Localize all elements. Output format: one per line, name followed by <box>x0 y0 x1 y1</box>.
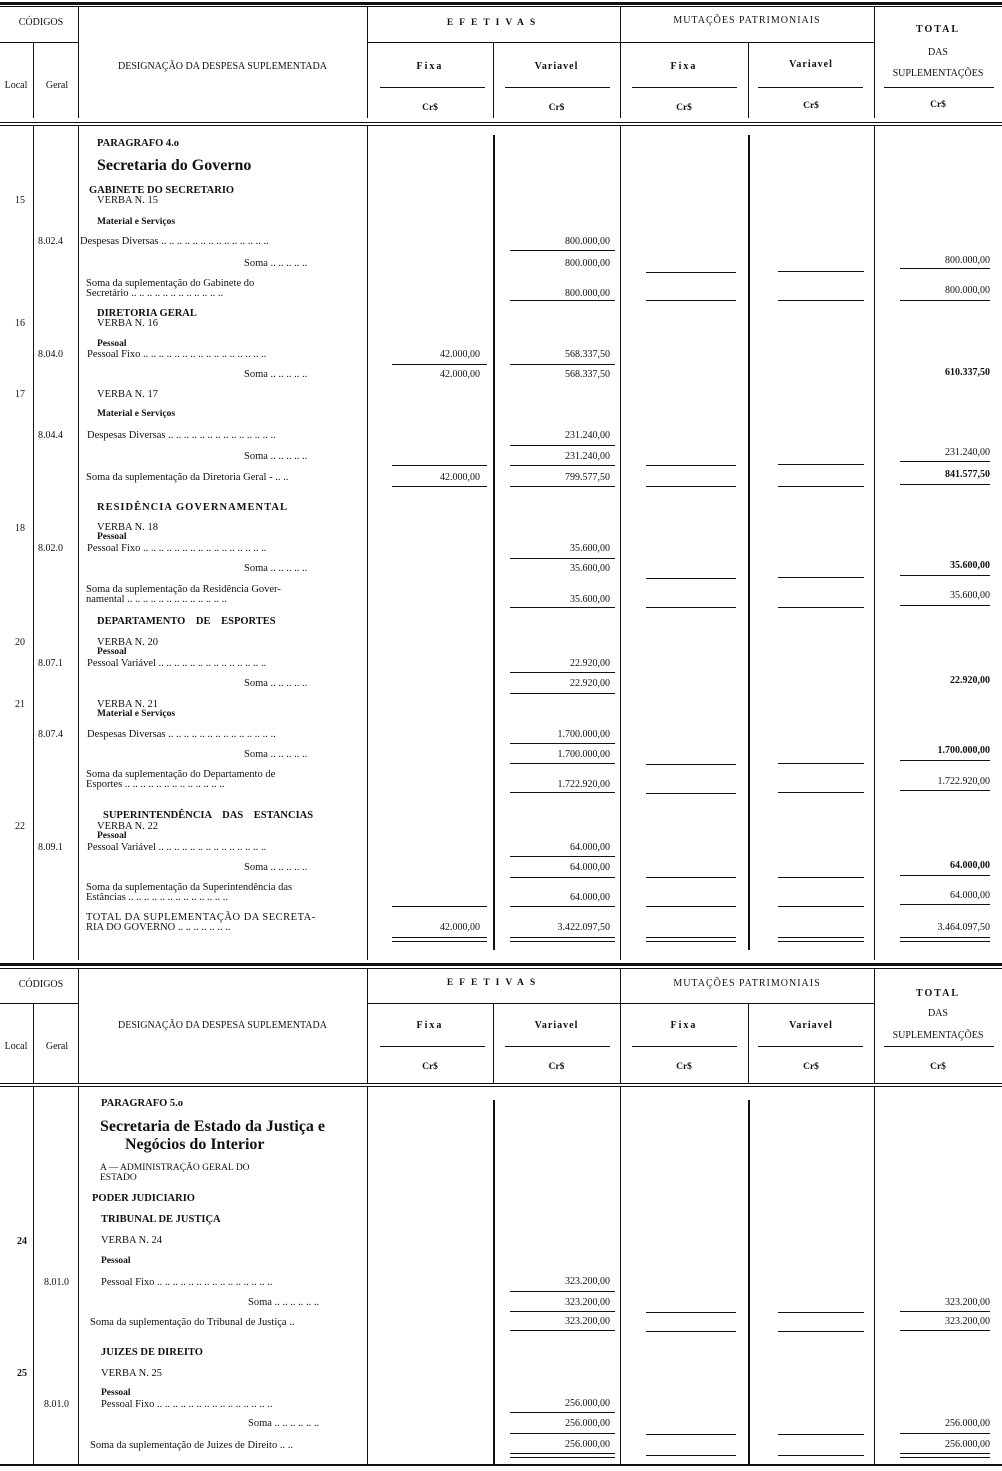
somasup-superint-2-label: Estâncias <box>86 892 126 903</box>
geral-8044: 8.04.4 <box>38 430 63 441</box>
var-35-3: 35.600,00 <box>570 594 610 605</box>
verba-18: VERBA N. 18 <box>97 522 158 533</box>
tot-256-1: 256.000,00 <box>945 1418 990 1429</box>
somasup-departamento-2: Esportes .. .. .. .. .. .. .. .. .. .. .. .. .. <box>86 779 225 790</box>
var-1722: 1.722.920,00 <box>557 779 610 790</box>
despesas-diversas-1-label: Despesas Diversas <box>80 236 159 247</box>
paragrafo-4: PARAGRAFO 4.o <box>97 138 180 149</box>
pessoal-5: Pessoal <box>101 1256 131 1266</box>
pessoal-1: Pessoal <box>97 339 127 349</box>
local-20: 20 <box>15 637 25 648</box>
geral-8074: 8.07.4 <box>38 729 63 740</box>
despesas-diversas-3: Despesas Diversas .. .. .. .. .. .. .. .. .. .. .. .. .. .. <box>87 729 276 740</box>
var-64-3: 64.000,00 <box>570 892 610 903</box>
var-22-1: 22.920,00 <box>570 658 610 669</box>
verba-16: VERBA N. 16 <box>97 318 158 329</box>
var-568-2: 568.337,50 <box>565 369 610 380</box>
crs-fixa-3: Cr$ <box>422 1062 438 1072</box>
superintendencia: SUPERINTENDÊNCIA DAS ESTANCIAS <box>103 810 314 821</box>
geral-8020: 8.02.0 <box>38 543 63 554</box>
verba-24: VERBA N. 24 <box>101 1235 162 1246</box>
var-1700-2: 1.700.000,00 <box>557 749 610 760</box>
pessoal-variavel-2: Pessoal Variável .. .. .. .. .. .. .. .. .. .. .. .. .. .. <box>87 842 267 853</box>
designacao-header: DESIGNAÇÃO DA DESPESA SUPLEMENTADA <box>118 61 327 72</box>
despesas-diversas-2: Despesas Diversas .. .. .. .. .. .. .. .. .. .. .. .. .. .. <box>87 430 276 441</box>
geral-8040: 8.04.0 <box>38 349 63 360</box>
designacao-header-2: DESIGNAÇÃO DA DESPESA SUPLEMENTADA <box>118 1020 327 1031</box>
var-323-2: 323.200,00 <box>565 1297 610 1308</box>
total-header: TOTAL <box>915 24 961 35</box>
verba-21: VERBA N. 21 <box>97 699 158 710</box>
var-800-2: 800.000,00 <box>565 258 610 269</box>
soma-9-label: Soma <box>248 1418 272 1429</box>
soma-6: Soma .. .. .. .. .. <box>244 749 308 760</box>
tot-256-2: 256.000,00 <box>945 1439 990 1450</box>
soma-5-label: Soma <box>244 678 268 689</box>
tot-64-2: 64.000,00 <box>950 890 990 901</box>
soma-2-label: Soma <box>244 369 268 380</box>
material-servicos-2: Material e Serviços <box>97 409 176 419</box>
pessoal-6: Pessoal <box>101 1388 131 1398</box>
soma-8: Soma .. .. .. .. .. .. <box>248 1297 320 1308</box>
pessoal-4: Pessoal <box>97 831 127 841</box>
somasup-departamento-2-label: Esportes <box>86 779 123 790</box>
var-35-1: 35.600,00 <box>570 543 610 554</box>
verba-17: VERBA N. 17 <box>97 389 158 400</box>
verba-20: VERBA N. 20 <box>97 637 158 648</box>
crs-variavel-3: Cr$ <box>548 1062 565 1072</box>
despesas-diversas-2-label: Despesas Diversas <box>87 430 166 441</box>
crs-total-2: Cr$ <box>930 1062 946 1072</box>
var-800-1: 800.000,00 <box>565 236 610 247</box>
fixa-header-4: Fixa <box>670 1020 698 1031</box>
soma-8-label: Soma <box>248 1297 272 1308</box>
fixa-42-3: 42.000,00 <box>440 472 480 483</box>
fixa-42-total <box>370 922 480 933</box>
geral-header: Geral <box>45 80 69 91</box>
somasup-juizes: Soma da suplementação de Juizes de Direito .. .. <box>90 1440 293 1451</box>
total-header-suplementacoes-2: SUPLEMENTAÇÕES <box>892 1030 984 1041</box>
soma-6-label: Soma <box>244 749 268 760</box>
var-1700-1: 1.700.000,00 <box>557 729 610 740</box>
secretaria-justica-2: Negócios do Interior <box>125 1136 265 1153</box>
crs-total: Cr$ <box>930 100 946 110</box>
pessoal-variavel-1-label: Pessoal Variável <box>87 658 156 669</box>
soma-7-label: Soma <box>244 862 268 873</box>
tot-231: 231.240,00 <box>945 447 990 458</box>
tot-35-2: 35.600,00 <box>950 590 990 601</box>
somasup-residencia-2-label: namental <box>86 594 125 605</box>
somasup-departamento-1: Soma da suplementação do Departamento de <box>86 769 276 780</box>
local-24: 24 <box>17 1236 27 1247</box>
var-231-1: 231.240,00 <box>565 430 610 441</box>
local-15: 15 <box>15 195 25 206</box>
total-header-suplementacoes: SUPLEMENTAÇÕES <box>892 68 984 79</box>
tot-64-1: 64.000,00 <box>950 860 990 871</box>
variavel-header: Variavel <box>534 61 579 72</box>
soma-2: Soma .. .. .. .. .. <box>244 369 308 380</box>
pessoal-fixo-2-label: Pessoal Fixo <box>87 543 141 554</box>
soma-3: Soma .. .. .. .. .. <box>244 451 308 462</box>
crs-variavel-4: Cr$ <box>803 1062 819 1072</box>
verba-22: VERBA N. 22 <box>97 821 158 832</box>
local-21: 21 <box>15 699 25 710</box>
geral-8091: 8.09.1 <box>38 842 63 853</box>
codigos-header: CÓDIGOS <box>18 17 64 28</box>
departamento-esportes: DEPARTAMENTO DE ESPORTES <box>97 616 276 627</box>
tot-1722: 1.722.920,00 <box>937 776 990 787</box>
var-231-2: 231.240,00 <box>565 451 610 462</box>
pessoal-fixo-4: Pessoal Fixo .. .. .. .. .. .. .. .. .. .. .. .. .. .. .. <box>101 1399 273 1410</box>
var-256-3: 256.000,00 <box>565 1439 610 1450</box>
local-16: 16 <box>15 318 25 329</box>
tot-3464: 3.464.097,50 <box>937 922 990 933</box>
tot-800-1: 800.000,00 <box>945 255 990 266</box>
secretaria-justica-1: Secretaria de Estado da Justiça e <box>100 1118 326 1135</box>
pessoal-3: Pessoal <box>97 647 127 657</box>
var-256-1: 256.000,00 <box>565 1398 610 1409</box>
tot-22: 22.920,00 <box>950 675 990 686</box>
local-header: Local <box>4 80 28 91</box>
crs-fixa-2: Cr$ <box>676 103 692 113</box>
tot-323-1: 323.200,00 <box>945 1297 990 1308</box>
mutacoes-header: MUTAÇÕES PATRIMONIAIS <box>673 15 821 26</box>
somasup-juizes-label: Soma da suplementação de Juizes de Direito <box>90 1440 278 1451</box>
crs-variavel-2: Cr$ <box>803 101 819 111</box>
geral-8010-1: 8.01.0 <box>44 1277 69 1288</box>
local-header-2: Local <box>4 1041 28 1052</box>
crs-variavel: Cr$ <box>548 103 565 113</box>
var-323-1: 323.200,00 <box>565 1276 610 1287</box>
var-800-3: 800.000,00 <box>565 288 610 299</box>
soma-7: Soma .. .. .. .. .. <box>244 862 308 873</box>
pessoal-fixo-3-label: Pessoal Fixo <box>101 1277 155 1288</box>
juizes-direito: JUIZES DE DIREITO <box>101 1347 203 1358</box>
secretaria-governo: Secretaria do Governo <box>97 157 252 174</box>
somasup-gabinete-2: Secretário .. .. .. .. .. .. .. .. .. .. .. .. <box>86 288 224 299</box>
geral-header-2: Geral <box>45 1041 69 1052</box>
local-25: 25 <box>17 1368 27 1379</box>
var-22-2: 22.920,00 <box>570 678 610 689</box>
var-64-1: 64.000,00 <box>570 842 610 853</box>
poder-judiciario: PODER JUDICIARIO <box>92 1193 195 1204</box>
soma-5: Soma .. .. .. .. .. <box>244 678 308 689</box>
material-servicos-1: Material e Serviços <box>97 217 176 227</box>
total-header-das: DAS <box>927 47 948 58</box>
pessoal-fixo-1: Pessoal Fixo .. .. .. .. .. .. .. .. .. .. .. .. .. .. .. .. <box>87 349 267 360</box>
soma-1: Soma .. .. .. .. .. <box>244 258 308 269</box>
somasup-tribunal: Soma da suplementação do Tribunal de Justiça .. <box>90 1317 295 1328</box>
pessoal-variavel-1: Pessoal Variável .. .. .. .. .. .. .. .. .. .. .. .. .. .. <box>87 658 267 669</box>
geral-8071: 8.07.1 <box>38 658 63 669</box>
tot-323-2: 323.200,00 <box>945 1316 990 1327</box>
verba-25: VERBA N. 25 <box>101 1368 162 1379</box>
somasup-superint-1: Soma da suplementação da Superintendência das <box>86 882 293 893</box>
total-header-2: TOTAL <box>915 988 961 999</box>
somasup-gabinete-2-label: Secretário <box>86 288 129 299</box>
despesas-diversas-1: Despesas Diversas .. .. .. .. .. .. .. .. .. .. .. .. .. .. <box>80 236 269 247</box>
geral-8024: 8.02.4 <box>38 236 63 247</box>
fixa-header: Fixa <box>416 61 444 72</box>
tot-1700: 1.700.000,00 <box>937 745 990 756</box>
diretoria-geral: DIRETORIA GERAL <box>97 308 197 319</box>
somasup-diretoria: Soma da suplementação da Diretoria Geral - .. .. <box>86 472 289 483</box>
local-22: 22 <box>15 821 25 832</box>
var-64-2: 64.000,00 <box>570 862 610 873</box>
somasup-diretoria-label: Soma da suplementação da Diretoria Geral <box>86 472 267 483</box>
local-18: 18 <box>15 523 25 534</box>
var-3422: 3.422.097,50 <box>557 922 610 933</box>
total-secretaria-2-label: RIA DO GOVERNO <box>86 922 176 933</box>
codigos-header-2: CÓDIGOS <box>18 979 64 990</box>
variavel-header-3: Variavel <box>534 1020 579 1031</box>
soma-4: Soma .. .. .. .. .. <box>244 563 308 574</box>
somasup-superint-2: Estâncias .. .. .. .. .. .. .. .. .. .. .. .. .. <box>86 892 229 903</box>
crs-fixa: Cr$ <box>422 103 438 113</box>
var-323-3: 323.200,00 <box>565 1316 610 1327</box>
tot-35-1: 35.600,00 <box>950 560 990 571</box>
local-17: 17 <box>15 389 25 400</box>
pessoal-fixo-1-label: Pessoal Fixo <box>87 349 141 360</box>
paragrafo-5: PARAGRAFO 5.o <box>101 1098 184 1109</box>
fixa-header-2: Fixa <box>670 61 698 72</box>
fixa-header-3: Fixa <box>416 1020 444 1031</box>
administracao-2: ESTADO <box>100 1173 137 1183</box>
pessoal-variavel-2-label: Pessoal Variável <box>87 842 156 853</box>
soma-4-label: Soma <box>244 563 268 574</box>
somasup-gabinete-1: Soma da suplementação do Gabinete do <box>86 278 255 289</box>
despesas-diversas-3-label: Despesas Diversas <box>87 729 166 740</box>
verba-15: VERBA N. 15 <box>97 195 158 206</box>
tot-800-2: 800.000,00 <box>945 285 990 296</box>
residencia-governamental: RESIDÊNCIA GOVERNAMENTAL <box>97 502 288 513</box>
var-256-2: 256.000,00 <box>565 1418 610 1429</box>
fixa-42-2: 42.000,00 <box>440 369 480 380</box>
variavel-header-2: Variavel <box>789 59 833 70</box>
variavel-header-4: Variavel <box>789 1020 833 1031</box>
pessoal-fixo-3: Pessoal Fixo .. .. .. .. .. .. .. .. .. .. .. .. .. .. .. <box>101 1277 273 1288</box>
pessoal-2: Pessoal <box>97 532 127 542</box>
pessoal-fixo-2: Pessoal Fixo .. .. .. .. .. .. .. .. .. .. .. .. .. .. .. .. <box>87 543 267 554</box>
total-secretaria-2: RIA DO GOVERNO .. .. .. .. .. .. .. <box>86 922 231 933</box>
soma-3-label: Soma <box>244 451 268 462</box>
pessoal-fixo-4-label: Pessoal Fixo <box>101 1399 155 1410</box>
total-header-das-2: DAS <box>927 1008 948 1019</box>
var-568-1: 568.337,50 <box>565 349 610 360</box>
crs-fixa-4: Cr$ <box>676 1062 692 1072</box>
efetivas-header: EFETIVAS <box>446 18 542 28</box>
geral-8010-2: 8.01.0 <box>44 1399 69 1410</box>
mutacoes-header-2: MUTAÇÕES PATRIMONIAIS <box>673 978 821 989</box>
var-35-2: 35.600,00 <box>570 563 610 574</box>
soma-9: Soma .. .. .. .. .. .. <box>248 1418 320 1429</box>
tot-610: 610.337,50 <box>945 367 990 378</box>
fixa-42-total-value: 42.000,00 <box>440 922 480 933</box>
somasup-residencia-2: namental .. .. .. .. .. .. .. .. .. .. .. .. .. <box>86 594 227 605</box>
efetivas-header-2: EFETIVAS <box>446 978 542 988</box>
administracao-1: A — ADMINISTRAÇÃO GERAL DO <box>100 1163 250 1173</box>
somasup-tribunal-label: Soma da suplementação do Tribunal de Justiça <box>90 1317 287 1328</box>
fixa-42-1: 42.000,00 <box>440 349 480 360</box>
tot-841: 841.577,50 <box>945 469 990 480</box>
gabinete-title: GABINETE DO SECRETARIO <box>89 185 235 196</box>
tribunal-justica: TRIBUNAL DE JUSTIÇA <box>101 1214 221 1225</box>
var-799: 799.577,50 <box>565 472 610 483</box>
soma-1-label: Soma <box>244 258 268 269</box>
total-secretaria-1: TOTAL DA SUPLEMENTAÇÃO DA SECRETA- <box>86 912 316 923</box>
material-servicos-3: Material e Serviços <box>97 709 176 719</box>
somasup-residencia-1: Soma da suplementação da Residência Gover- <box>86 584 281 595</box>
